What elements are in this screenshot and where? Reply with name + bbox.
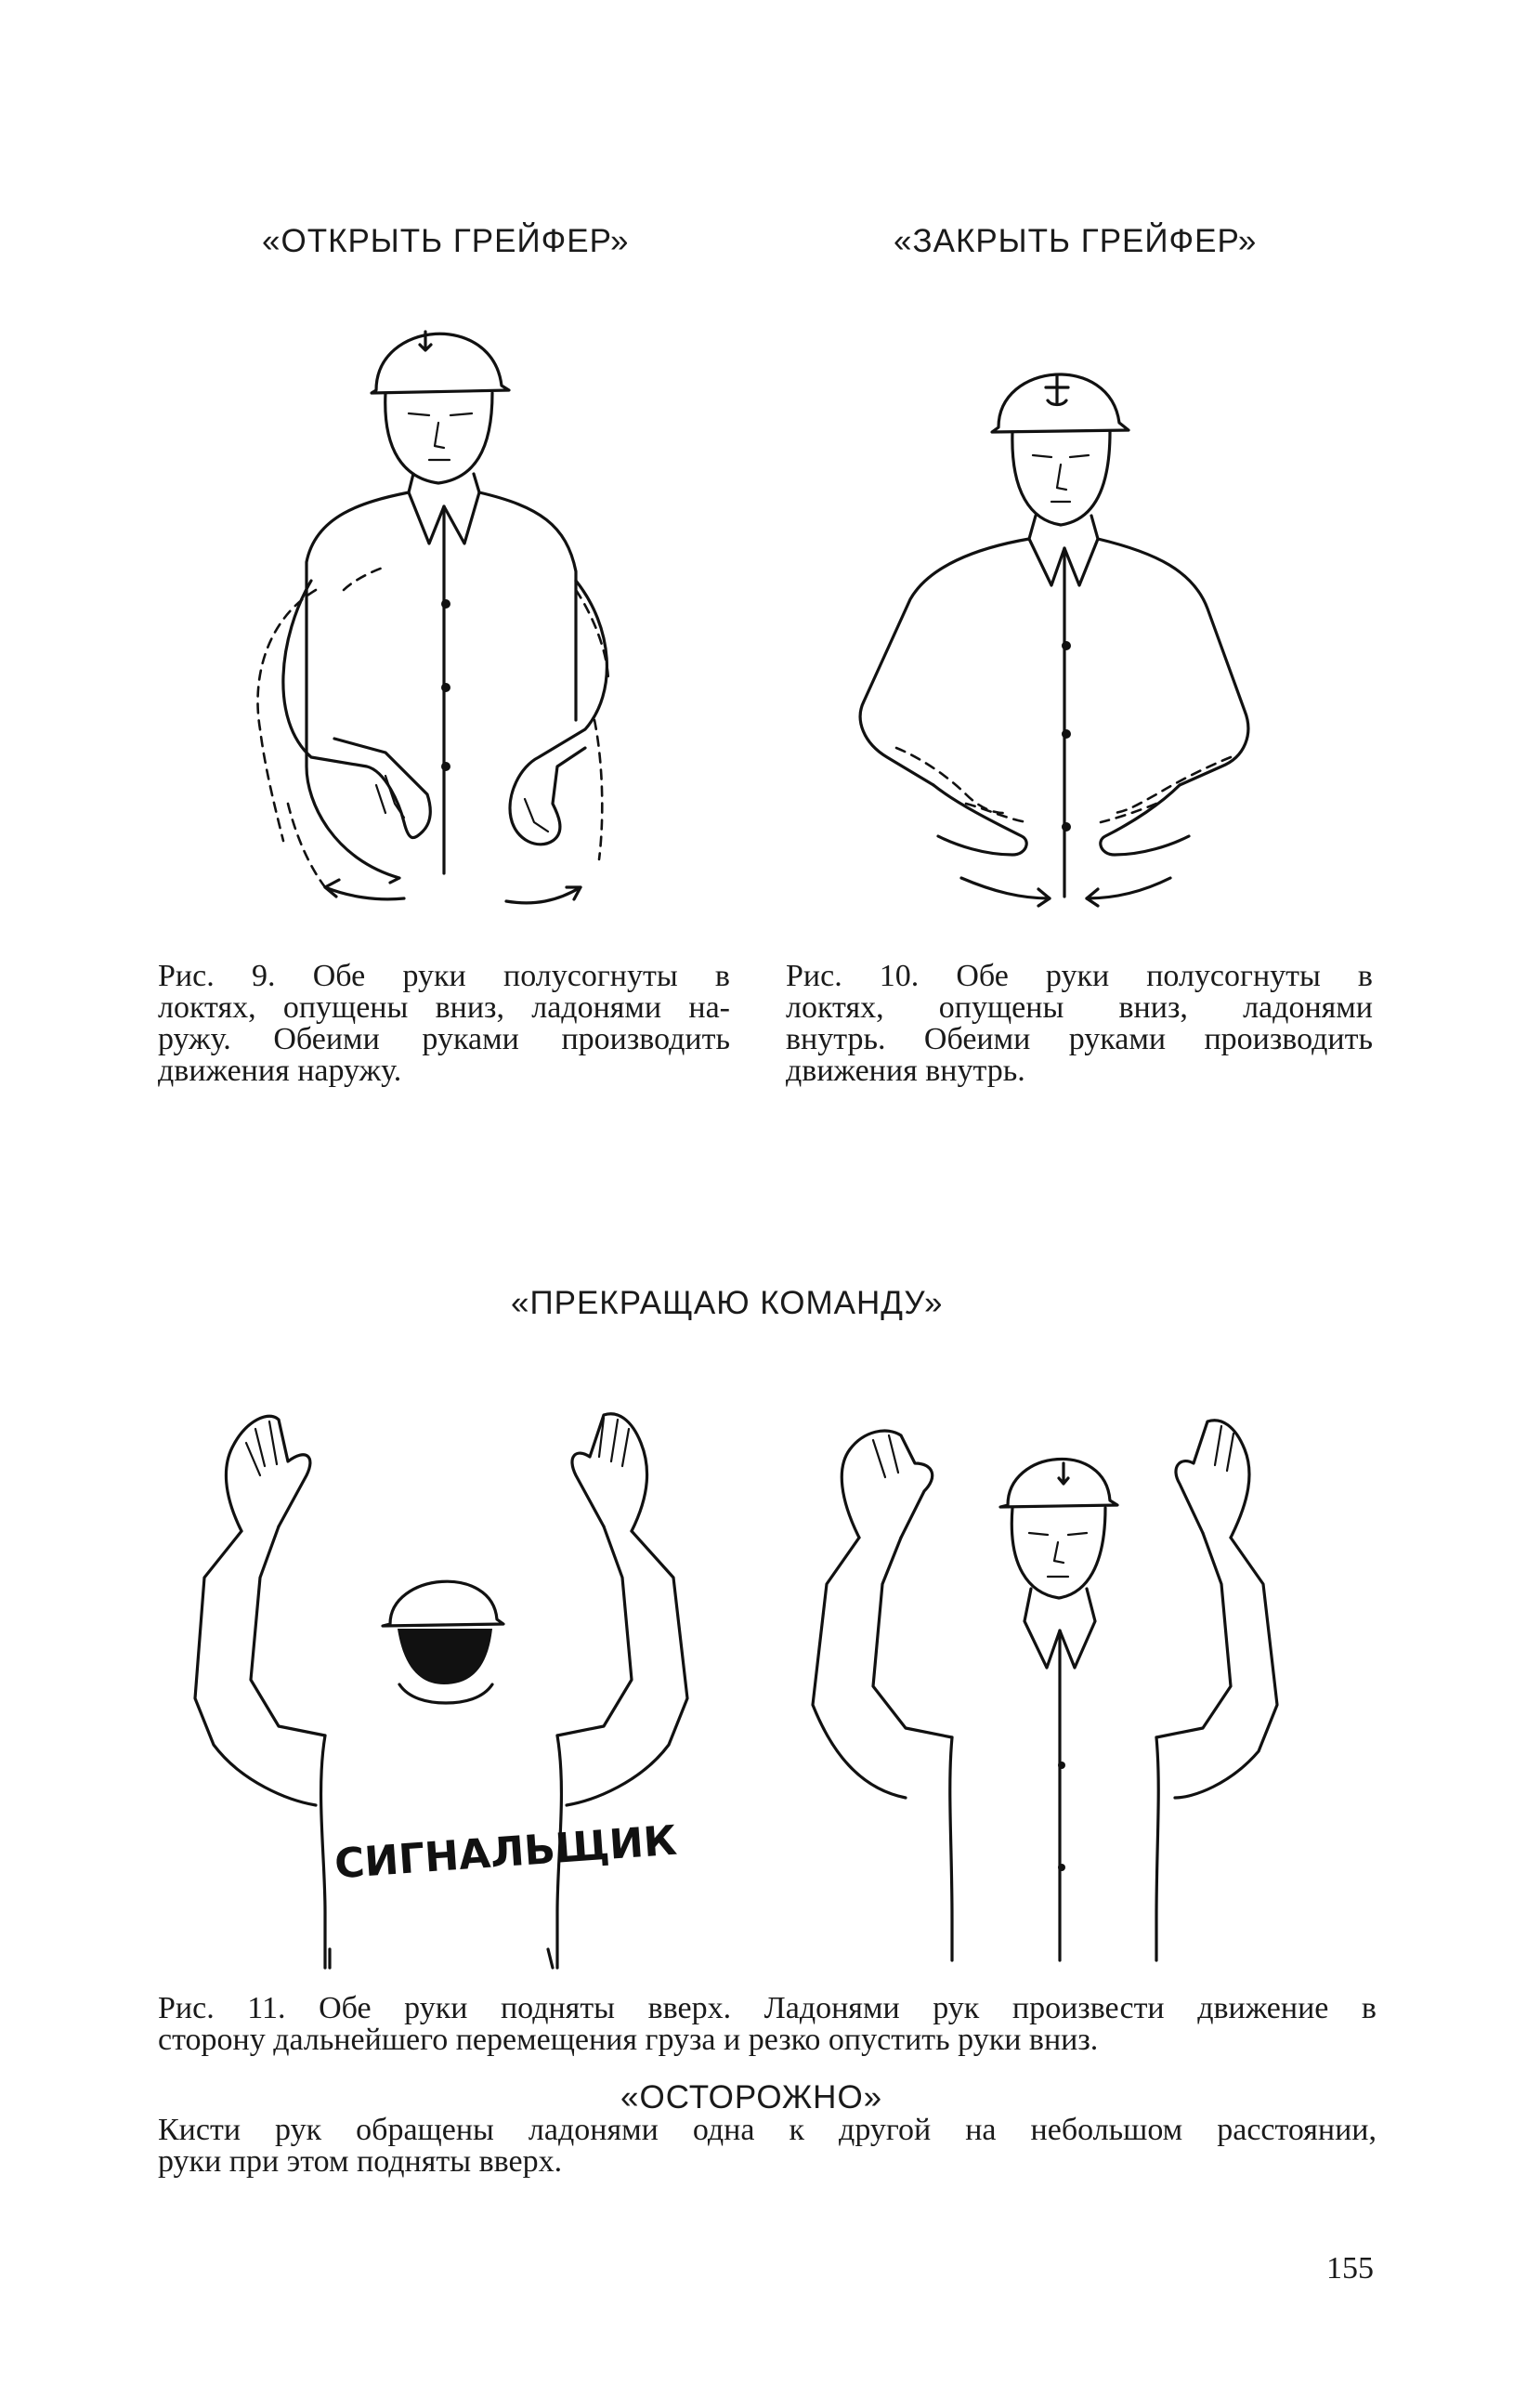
caption-figure-11 bbox=[158, 1993, 1377, 2056]
figure-11-front-view bbox=[785, 1398, 1342, 1965]
caption-line: сторону дальнейшего перемещения груза и резко опустить руки вниз. bbox=[158, 2023, 1099, 2057]
figure-10-close-grab bbox=[808, 321, 1328, 929]
caption-line: ружу. Обеими руками производить bbox=[158, 1022, 730, 1056]
caption-line: внутрь. Обеими руками производить bbox=[786, 1022, 1373, 1056]
caption-line: движения внутрь. bbox=[786, 1054, 1025, 1088]
caption-line: локтях, опущены вниз, ладонями на- bbox=[158, 990, 730, 1025]
hair-back bbox=[398, 1629, 492, 1684]
anchor-icon bbox=[1046, 376, 1068, 405]
caption-line: руки при этом подняты вверх. bbox=[158, 2144, 563, 2179]
caption-line: Рис. 10. Обе руки полусогнуты в bbox=[786, 959, 1373, 993]
caption-figure-9 bbox=[158, 961, 730, 1087]
caption-line: движения наружу. bbox=[158, 1054, 402, 1088]
helmet-icon bbox=[372, 334, 509, 393]
heading-close-grab: «ЗАКРЫТЬ ГРЕЙФЕР» bbox=[894, 223, 1258, 259]
page-number: 155 bbox=[1326, 2251, 1374, 2286]
shirt-label: СИГНАЛЬЩИК bbox=[333, 1816, 679, 1889]
heading-open-grab: «ОТКРЫТЬ ГРЕЙФЕР» bbox=[262, 223, 630, 259]
caption-line: Кисти рук обращены ладонями одна к другой на небольшом расстоянии, bbox=[158, 2113, 1377, 2147]
caption-figure-10 bbox=[786, 961, 1373, 1087]
anchor-icon bbox=[1059, 1463, 1068, 1484]
caption-line: Рис. 9. Обе руки полусогнуты в bbox=[158, 959, 730, 993]
careful-description bbox=[158, 2115, 1377, 2178]
figure-11-back-view bbox=[167, 1392, 724, 1968]
helmet-icon bbox=[383, 1581, 503, 1626]
helmet-icon bbox=[1000, 1459, 1117, 1507]
heading-careful: «ОСТОРОЖНО» bbox=[620, 2079, 883, 2115]
caption-line: Рис. 11. Обе руки подняты вверх. Ладонями рук произвести движение в bbox=[158, 1991, 1377, 2025]
face bbox=[385, 393, 492, 483]
figure-9-open-grab bbox=[186, 283, 724, 924]
caption-line: локтях, опущены вниз, ладонями bbox=[786, 990, 1373, 1025]
heading-stop-command: «ПРЕКРАЩАЮ КОМАНДУ» bbox=[511, 1285, 944, 1321]
